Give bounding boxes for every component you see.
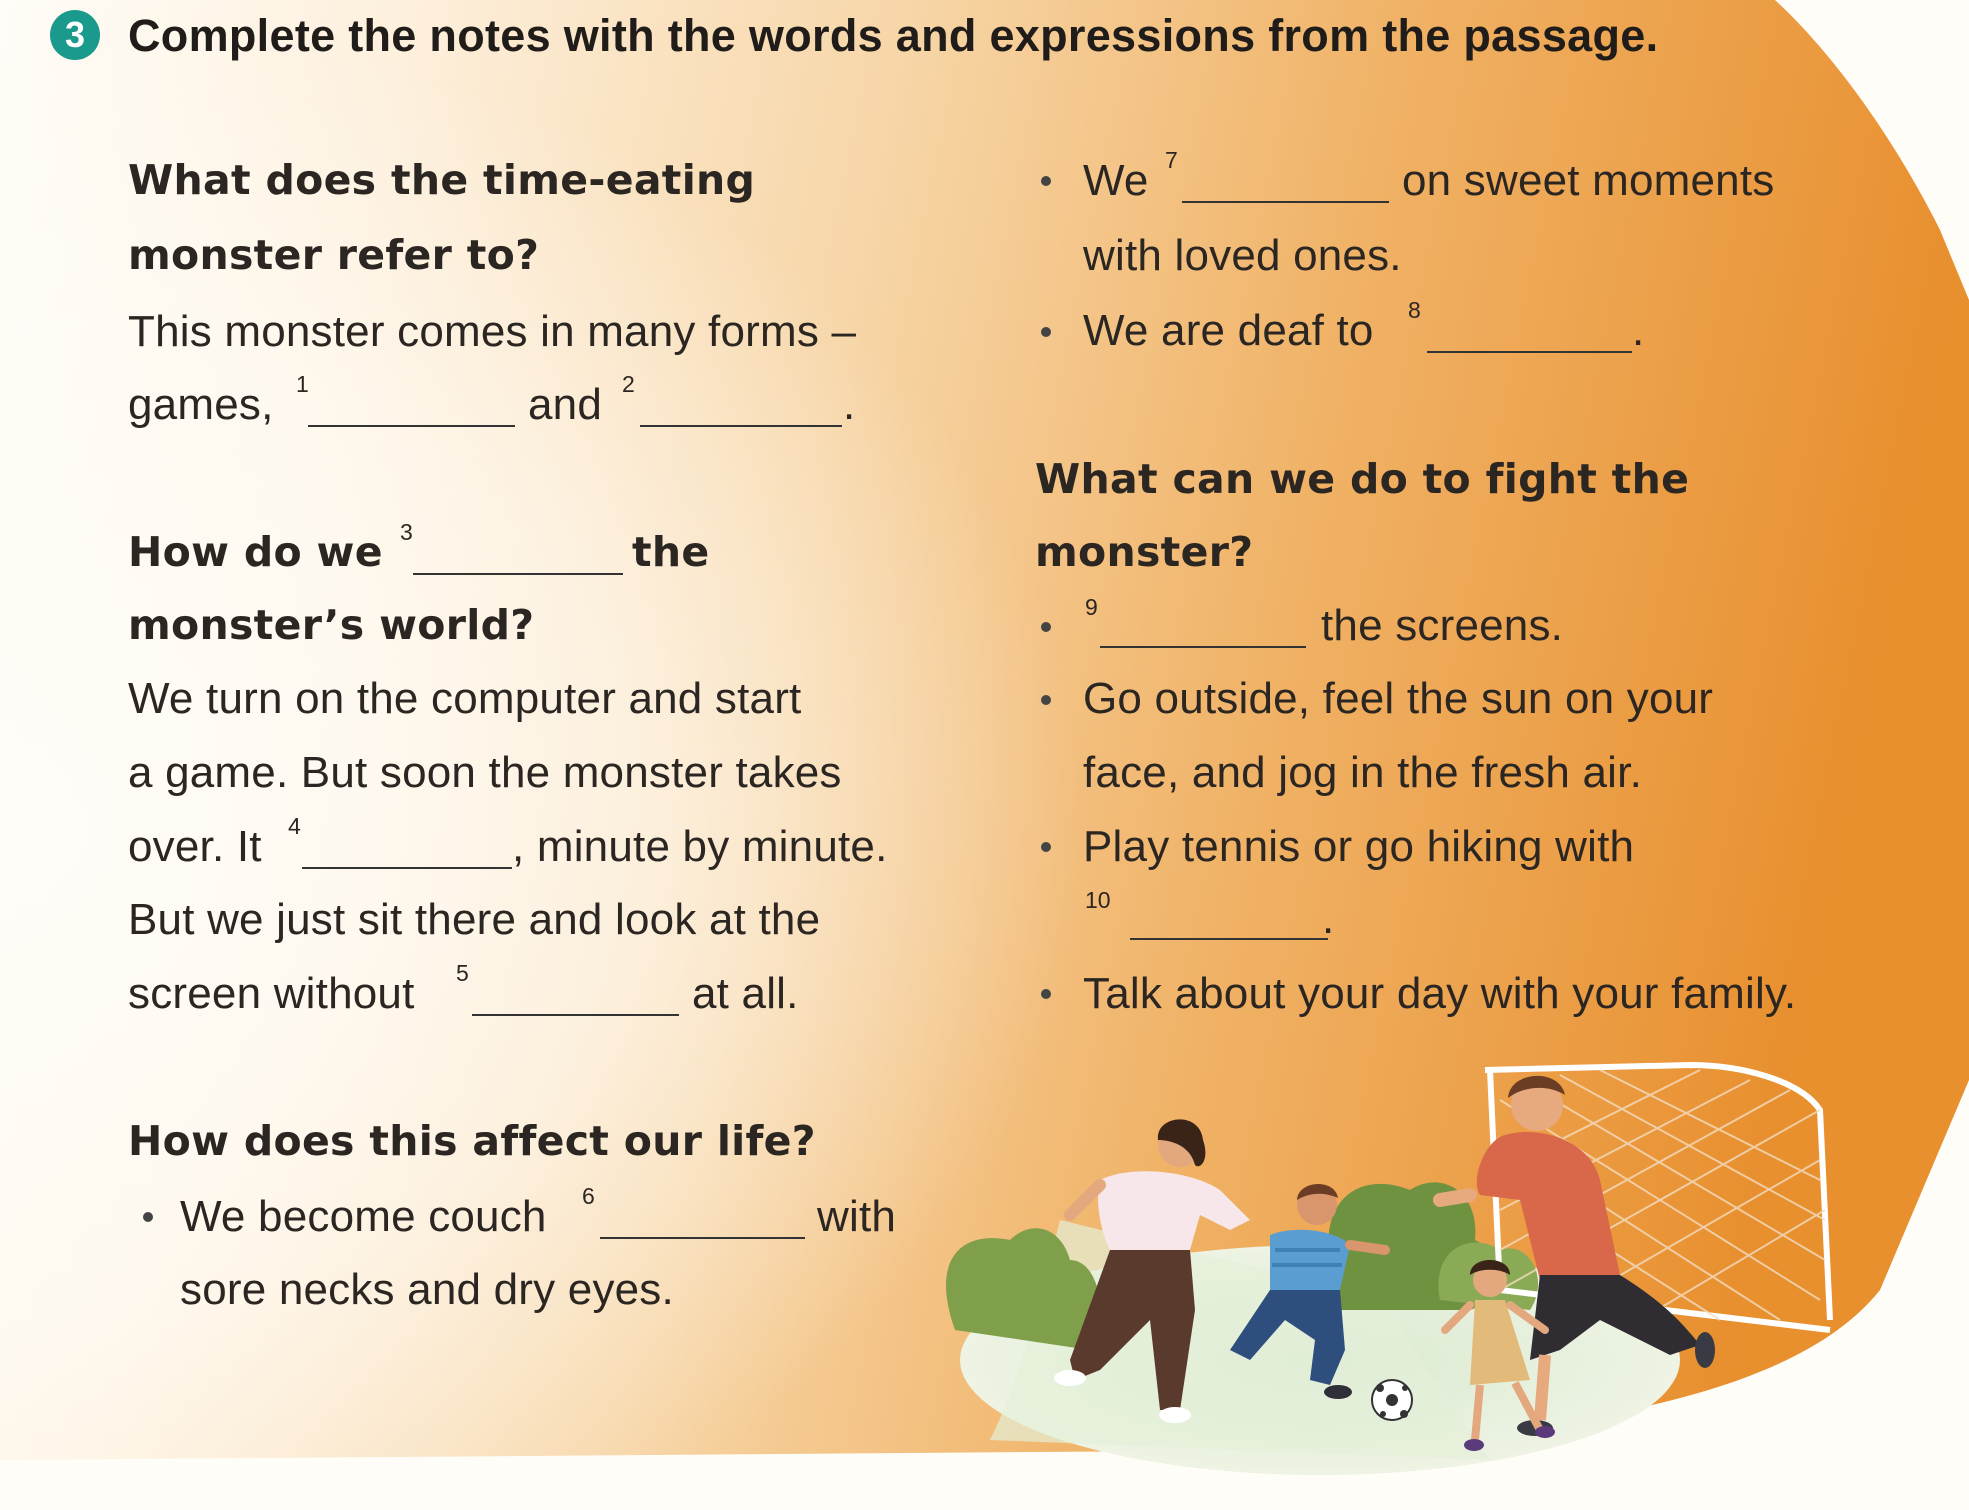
- bullet-c-post: .: [1322, 894, 1335, 943]
- blank-number-10: 10: [1085, 887, 1111, 913]
- section2-line3-post: , minute by minute.: [512, 822, 888, 871]
- blank-3[interactable]: [413, 573, 623, 575]
- section2-line5-pre: screen without: [128, 969, 415, 1018]
- bullet8-pre: We are deaf to: [1083, 306, 1374, 355]
- blank-5[interactable]: [472, 1014, 679, 1016]
- blank-9[interactable]: [1100, 646, 1306, 648]
- blank-1[interactable]: [308, 425, 515, 427]
- blank-8[interactable]: [1427, 351, 1632, 353]
- bullet8-post: .: [1632, 306, 1645, 355]
- section3-bullet1-line2: sore necks and dry eyes.: [180, 1265, 674, 1314]
- bullet7-post: on sweet moments: [1402, 156, 1775, 205]
- section1-heading-line2: monster refer to?: [128, 231, 540, 279]
- section2-heading-pre: How do we: [128, 528, 383, 576]
- blank-number-5: 5: [456, 960, 469, 986]
- bullet7-pre: We: [1083, 156, 1149, 205]
- section2-line1: We turn on the computer and start: [128, 674, 802, 723]
- blank-10[interactable]: [1130, 938, 1328, 940]
- bullet-b-line2: face, and jog in the fresh air.: [1083, 748, 1642, 797]
- section1-heading-line1: What does the time-eating: [128, 156, 756, 204]
- section2-line4: But we just sit there and look at the: [128, 895, 821, 944]
- blank-number-6: 6: [582, 1183, 595, 1209]
- blank-number-1: 1: [296, 371, 309, 397]
- section1-games-text: games,: [128, 380, 274, 429]
- blank-number-7: 7: [1165, 147, 1178, 173]
- section1-period: .: [843, 380, 856, 429]
- section1-and-text: and: [528, 380, 603, 429]
- blank-2[interactable]: [640, 425, 842, 427]
- bullet-d: Talk about your day with your family.: [1083, 969, 1797, 1018]
- exercise-instruction: Complete the notes with the words and expressions from the passage.: [128, 10, 1659, 61]
- blank-7[interactable]: [1182, 201, 1389, 203]
- section2-line5-post: at all.: [692, 969, 799, 1018]
- section2-line3-pre: over. It: [128, 822, 262, 871]
- bullet-icon: [143, 1212, 153, 1222]
- bullet-icon: [1041, 176, 1051, 186]
- section1-body-line1: This monster comes in many forms –: [128, 307, 857, 356]
- bullet-icon: [1041, 989, 1051, 999]
- section4-heading-line2: monster?: [1035, 528, 1254, 576]
- bullet-b-line1: Go outside, feel the sun on your: [1083, 674, 1714, 723]
- bullet-icon: [1041, 695, 1051, 705]
- bullet-c-line1: Play tennis or go hiking with: [1083, 822, 1635, 871]
- section2-heading-line2: monster’s world?: [128, 601, 535, 649]
- blank-number-9: 9: [1085, 594, 1098, 620]
- section3-bullet1-post: with: [817, 1192, 897, 1241]
- bullet-icon: [1041, 842, 1051, 852]
- bullet7-line2: with loved ones.: [1083, 231, 1402, 280]
- section4-heading-line1: What can we do to fight the: [1035, 455, 1690, 503]
- blank-number-4: 4: [288, 813, 301, 839]
- exercise-number-badge: 3: [50, 10, 100, 60]
- bullet-icon: [1041, 622, 1051, 632]
- section2-line2: a game. But soon the monster takes: [128, 748, 842, 797]
- blank-number-8: 8: [1408, 297, 1421, 323]
- blank-6[interactable]: [600, 1237, 805, 1239]
- blank-number-3: 3: [400, 519, 413, 545]
- section3-bullet1-pre: We become couch: [180, 1192, 547, 1241]
- bullet-icon: [1041, 327, 1051, 337]
- section2-heading-post: the: [632, 528, 710, 576]
- blank-number-2: 2: [622, 371, 635, 397]
- bullet9-post: the screens.: [1321, 601, 1564, 650]
- blank-4[interactable]: [302, 867, 512, 869]
- section3-heading: How does this affect our life?: [128, 1117, 816, 1165]
